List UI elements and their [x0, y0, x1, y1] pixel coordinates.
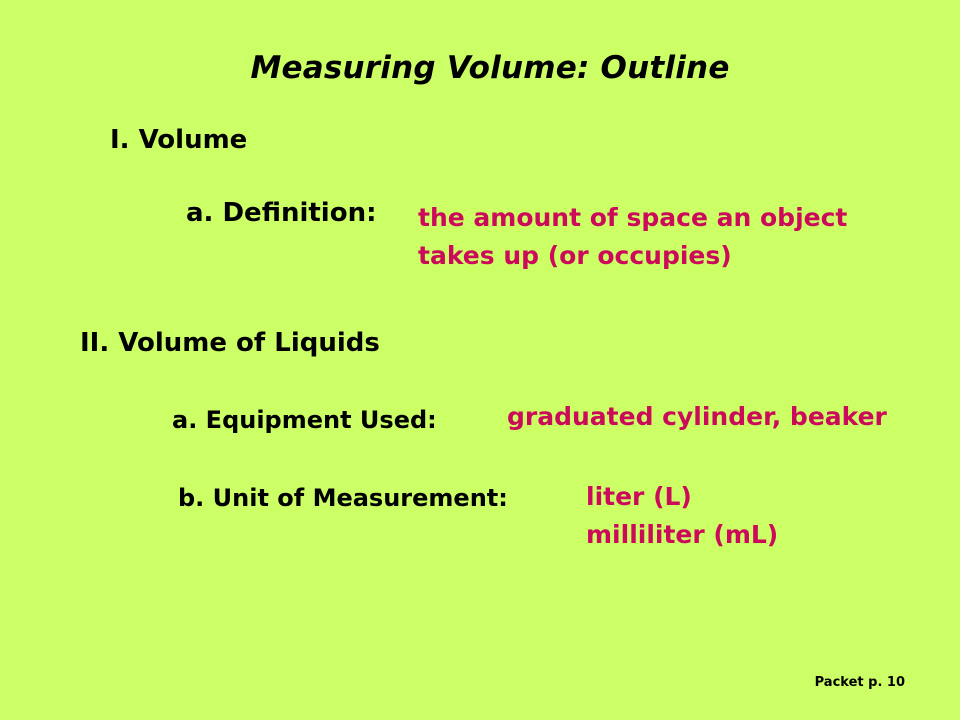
page-reference: Packet p. 10 [814, 675, 905, 690]
unit-line-2: milliliter (mL) [586, 520, 779, 549]
definition-line-2: takes up (or occupies) [418, 241, 732, 270]
unit-line-1: liter (L) [586, 482, 692, 511]
unit-answer [586, 478, 778, 554]
section-2-heading: II. Volume of Liquids [80, 328, 380, 358]
unit-label: b. Unit of Measurement: [178, 484, 508, 512]
definition-label: a. Definition: [186, 198, 377, 228]
equipment-answer: graduated cylinder, beaker [507, 402, 887, 431]
slide-title: Measuring Volume: Outline [250, 50, 730, 86]
definition-answer [418, 199, 847, 275]
definition-line-1: the amount of space an object [418, 203, 848, 232]
section-1-heading: I. Volume [110, 125, 248, 155]
equipment-label: a. Equipment Used: [172, 406, 437, 434]
